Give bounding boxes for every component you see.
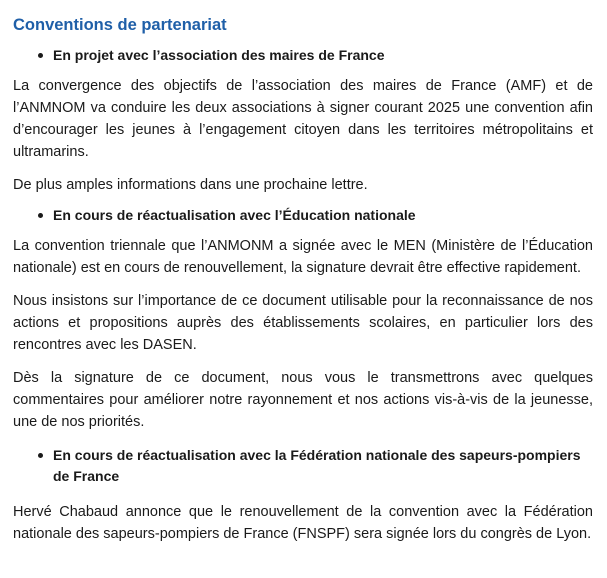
bullet-heading-text: En projet avec l’association des maires de France bbox=[53, 47, 385, 63]
paragraph-education-1: La convention triennale que l’ANMONM a signée avec le MEN (Ministère de l’Éducation nationale) est en cours de renouvellement, la signature devrait être effective rapidement. bbox=[13, 238, 593, 276]
bullet-dot-icon bbox=[13, 45, 53, 66]
bullet-heading-text: En cours de réactualisation avec la Fédération nationale des sapeurs-pompiers de France bbox=[53, 447, 581, 484]
bullet-heading-fnspf bbox=[13, 445, 593, 487]
bullet-heading-amf bbox=[13, 45, 593, 66]
section-title: Conventions de partenariat bbox=[13, 16, 227, 34]
bullet-heading-education bbox=[13, 205, 593, 226]
bullet-dot-icon bbox=[13, 205, 53, 226]
bullet-dot-icon bbox=[13, 445, 53, 466]
paragraph-education-2: Nous insistons sur l’importance de ce document utilisable pour la reconnaissance de nos actions et propositions auprès des établissements scolaires, en particulier lors des rencontres avec les DASEN. bbox=[13, 293, 593, 353]
paragraph-fnspf-1: Hervé Chabaud annonce que le renouvellement de la convention avec la Fédération nationale des sapeurs-pompiers de France (FNSPF) sera signée lors du congrès de Lyon. bbox=[13, 504, 593, 542]
paragraph-amf-1: La convergence des objectifs de l’association des maires de France (AMF) et de l’ANMNOM va conduire les deux associations à signer courant 2025 une convention afin d’encourager les jeunes à l’engagement citoyen dans les territoires métropolitains et ultramarins. bbox=[13, 78, 593, 160]
bullet-heading-text: En cours de réactualisation avec l’Éducation nationale bbox=[53, 207, 416, 223]
paragraph-amf-2: De plus amples informations dans une prochaine lettre. bbox=[13, 177, 368, 193]
paragraph-education-3: Dès la signature de ce document, nous vous le transmettrons avec quelques commentaires pour améliorer notre rayonnement et nos actions vis-à-vis de la jeunesse, une de nos priorités. bbox=[13, 370, 593, 430]
